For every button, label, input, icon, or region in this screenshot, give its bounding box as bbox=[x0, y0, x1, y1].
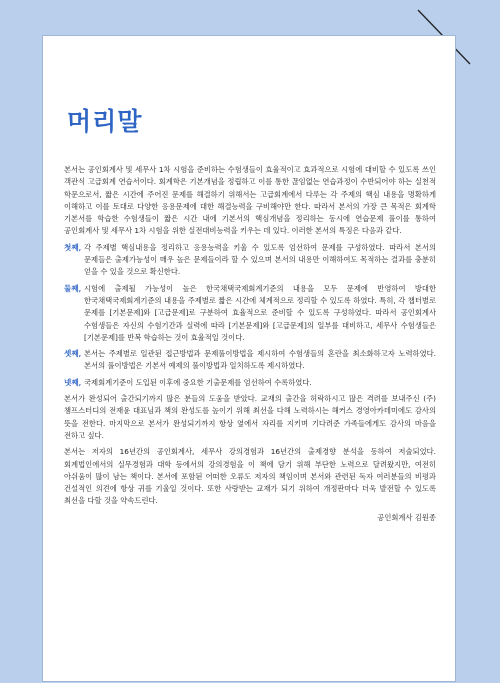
item-marker: 첫째, bbox=[64, 242, 82, 252]
item-text: 국제회계기준이 도입된 이후에 중요한 기출문제를 엄선하여 수록하였다. bbox=[84, 377, 312, 387]
item-marker: 셋째, bbox=[64, 349, 82, 359]
feature-item-2 bbox=[64, 283, 436, 344]
feature-item-1 bbox=[64, 242, 436, 279]
item-text: 각 주제별 핵심내용을 정리하고 응용능력을 키울 수 있도록 엄선하여 문제를 구성하였다. 따라서 본서의 문제들은 출제가능성이 매우 높은 문제들이라 할 수 있으며 본서의 내용만 이해하여도 목적하는 결과를 충분히 얻을 수 있을 것으로 확신한다. bbox=[84, 242, 436, 277]
feature-item-3 bbox=[64, 348, 436, 373]
feature-item-4 bbox=[64, 377, 436, 389]
item-marker: 넷째, bbox=[64, 377, 82, 387]
item-text: 시험에 출제될 가능성이 높은 한국채택국제회계기준의 내용을 모두 문제에 반영하여 방대한 한국채택국제회계기준의 내용을 주제별로 짧은 시간에 체계적으로 정리할 수 있도록 하였다. 특히, 각 챕터별로 문제를 [기본문제]와 [고급문제]로 구분하여 효율적으로 준비할 수 있도록 구성하였다. 따라서 공인회계사 수험생들은 자신의 수험기간과 실력에 따라 [기본문제]와 [고급문제]의 일부를 대비하고, 세무사 수험생들은 [기본문제]를 반복 학습하는 것이 효율적일 것이다. bbox=[84, 283, 436, 342]
author-signature: 공인회계사 김원종 bbox=[377, 512, 436, 522]
item-marker: 둘째, bbox=[64, 283, 82, 293]
preface-body bbox=[64, 164, 436, 524]
preface-page bbox=[42, 35, 456, 682]
intro-paragraph: 본서는 공인회계사 및 세무사 1차 시험을 준비하는 수험생들이 효율적이고 효과적으로 시험에 대비할 수 있도록 쓰인 객관식 고급회계 연습서이다. 회계학은 기본개념을 정립하고 이를 통한 끊임없는 연습과정이 수반되어야 하는 실천적 학문으로서, 짧은 시간에 주어진 문제를 해결하기 위해서는 고급회계에서 다루는 각 주제의 핵심 내용을 명확하게 이해하고 이를 토대로 다양한 응용문제에 대한 해결능력을 구비해야만 한다. 따라서 본서의 가장 큰 목적은 회계학 기본서를 학습한 수험생들이 짧은 시간 내에 기본서의 핵심개념을 정리하는 동시에 연습문제 풀이를 통하여 공인회계사 및 세무사 1차 시험을 위한 실전대비능력을 키우는 데 있다. 이러한 본서의 특징은 다음과 같다. bbox=[64, 165, 436, 236]
closing-paragraph-1: 본서가 완성되어 출간되기까지 많은 분들의 도움을 받았다. 교재의 출간을 허락하시고 많은 격려를 보내주신 (주)챔프스터디의 전재윤 대표님과 책의 완성도를 높이기 위해 최선을 다해 노력하시는 해커스 경영아카데미에도 감사의 뜻을 전한다. 마지막으로 본서가 완성되기까지 항상 옆에서 자리를 지키며 기다려준 가족들에게도 감사의 마음을 전하고 싶다. bbox=[64, 394, 436, 440]
item-text: 본서는 주제별로 일관된 접근방법과 문제풀이방법을 제시하여 수험생들의 혼란을 최소화하고자 노력하였다. 본서의 풀이방법은 기본서 예제의 풀이방법과 일치하도록 제시하였다. bbox=[84, 349, 436, 371]
closing-paragraph-2: 본서는 저자의 16년간의 공인회계사, 세무사 강의경험과 16년간의 출제경향 분석을 동하여 저술되었다. 회계법인에서의 실무경험과 대학 등에서의 강의경험을 이 책에 담기 위해 부단한 노력으로 달려왔지만, 여전히 아쉬움이 많이 남는 책이다. 본서에 포함된 어떠한 오류도 저자의 책임이며 본서와 관련된 독자 여러분들의 비평과 건설적인 의견에 항상 귀를 기울일 것이다. 또한 사랑받는 교재가 되기 위하여 개정판마다 더욱 발전할 수 있도록 최선을 다할 것을 약속드린다. bbox=[64, 447, 436, 506]
page-title: 머리말 bbox=[67, 107, 143, 136]
